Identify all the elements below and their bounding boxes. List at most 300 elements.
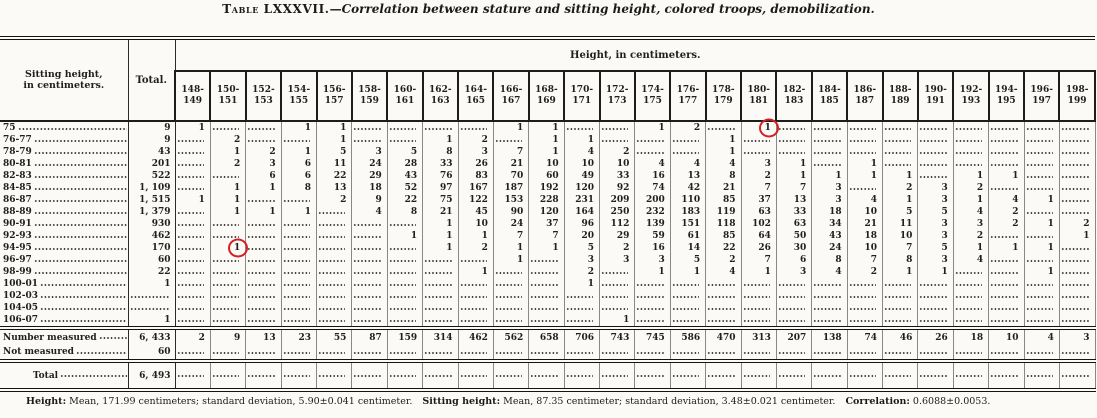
range-top: 198- [1065, 85, 1089, 95]
column-header-168-169 [529, 71, 564, 121]
cell-106-07-176-177 [670, 314, 705, 328]
cell-100-01-192-193 [953, 278, 988, 290]
cell-98-99-176-177: 1 [670, 266, 705, 278]
cell-82-83-166-167: 70 [493, 170, 528, 182]
cell-80-81-178-179: 4 [706, 158, 741, 170]
range-bottom: 167 [501, 96, 521, 106]
cell-84-85-188-189: 2 [883, 182, 918, 194]
cell-100-01-182-183 [776, 278, 811, 290]
empty-cell-dots [130, 291, 170, 301]
empty-cell-dots [353, 315, 380, 325]
empty-cell-dots [353, 231, 380, 241]
empty-cell-dots [283, 371, 310, 381]
range-bottom: 181 [749, 96, 769, 106]
cell-86-87-152-153 [246, 194, 281, 206]
empty-cell-dots [247, 243, 274, 253]
cell-100-01-196-197 [1024, 278, 1059, 290]
empty-cell-dots [919, 159, 946, 169]
cell-94-95-190-191: 5 [918, 242, 953, 254]
range-top: 168- [535, 85, 558, 95]
cell-78-79-170-171: 4 [564, 146, 599, 158]
empty-cell-dots [919, 135, 946, 145]
row-total-86-87: 1, 515 [128, 194, 175, 206]
row-total-94-95: 170 [128, 242, 175, 254]
empty-cell-dots [1026, 147, 1053, 157]
summary-cell-0-170-171: 706 [564, 328, 599, 345]
empty-cell-dots [813, 147, 840, 157]
cell-94-95-180-181: 26 [741, 242, 776, 254]
range-bottom: 149 [183, 96, 203, 106]
range-top: 148- [181, 85, 204, 95]
header-row-group [0, 38, 1095, 71]
range-top: 170- [570, 85, 594, 95]
cell-80-81-176-177: 4 [670, 158, 705, 170]
empty-cell-dots [990, 135, 1017, 145]
summary-cell-0-178-179: 470 [706, 328, 741, 345]
empty-cell-dots [601, 279, 628, 289]
empty-cell-dots [495, 303, 522, 313]
empty-cell-dots [1026, 135, 1053, 145]
cell-80-81-168-169: 10 [529, 158, 564, 170]
footnote-text-1: Mean, 87.35 centimeter; standard deviation, 3.48±0.021 centimeter. [500, 396, 836, 407]
cell-75-176-177: 2 [670, 121, 705, 134]
empty-cell-dots [778, 123, 805, 133]
cell-76-77-196-197 [1024, 134, 1059, 146]
cell-90-91-154-155 [281, 218, 316, 230]
summary-row-total [0, 361, 1095, 390]
empty-cell-dots [813, 123, 840, 133]
row-label-wrap [3, 345, 128, 359]
range-top: 180- [747, 85, 770, 95]
range-top: 160- [393, 85, 417, 95]
table-row-84-85 [0, 182, 1095, 194]
cell-96-97-164-165 [458, 254, 493, 266]
row-label-106-07 [0, 314, 128, 328]
empty-cell-dots [283, 267, 310, 277]
cell-104-05-178-179 [706, 302, 741, 314]
empty-cell-dots [566, 303, 593, 313]
cell-86-87-180-181: 37 [741, 194, 776, 206]
empty-cell-dots [813, 159, 840, 169]
cell-75-158-159 [352, 121, 387, 134]
cell-75-178-179 [706, 121, 741, 134]
cell-78-79-184-185 [812, 146, 847, 158]
summary-cell-2-198-199 [1059, 361, 1095, 390]
empty-cell-dots [849, 279, 876, 289]
cell-92-93-178-179: 85 [706, 230, 741, 242]
row-label-100-01 [0, 278, 128, 290]
cell-86-87-172-173: 209 [600, 194, 635, 206]
empty-cell-dots [601, 347, 628, 357]
empty-cell-dots [849, 315, 876, 325]
cell-106-07-198-199 [1059, 314, 1095, 328]
empty-cell-dots [318, 255, 345, 265]
leader-dots [18, 123, 127, 133]
empty-cell-dots [318, 291, 345, 301]
cell-84-85-150-151: 1 [210, 182, 245, 194]
cell-82-83-188-189: 1 [883, 170, 918, 182]
leader-dots [40, 315, 126, 325]
cell-90-91-184-185: 34 [812, 218, 847, 230]
table-row-80-81 [0, 158, 1095, 170]
cell-104-05-166-167 [493, 302, 528, 314]
empty-cell-dots [601, 371, 628, 381]
cell-78-79-182-183 [776, 146, 811, 158]
cell-104-05-188-189 [883, 302, 918, 314]
cell-100-01-176-177 [670, 278, 705, 290]
cell-100-01-170-171: 1 [564, 278, 599, 290]
empty-cell-dots [389, 255, 416, 265]
cell-96-97-186-187: 7 [847, 254, 882, 266]
table-row-75 [0, 121, 1095, 134]
row-label-84-85 [0, 182, 128, 194]
row-total-82-83: 522 [128, 170, 175, 182]
cell-92-93-152-153 [246, 230, 281, 242]
cell-100-01-174-175 [635, 278, 670, 290]
leader-dots [60, 371, 126, 381]
cell-88-89-174-175: 232 [635, 206, 670, 218]
empty-cell-dots [601, 123, 628, 133]
cell-94-95-172-173: 2 [600, 242, 635, 254]
summary-cell-0-154-155: 23 [281, 328, 316, 345]
row-label-wrap [3, 242, 128, 254]
empty-cell-dots [247, 195, 274, 205]
empty-cell-dots [672, 279, 699, 289]
cell-106-07-186-187 [847, 314, 882, 328]
empty-cell-dots [813, 315, 840, 325]
cell-80-81-166-167: 21 [493, 158, 528, 170]
cell-78-79-194-195 [989, 146, 1024, 158]
cell-98-99-196-197: 1 [1024, 266, 1059, 278]
cell-96-97-172-173: 3 [600, 254, 635, 266]
cell-106-07-192-193 [953, 314, 988, 328]
cell-80-81-180-181: 3 [741, 158, 776, 170]
empty-cell-dots [990, 267, 1017, 277]
empty-cell-dots [460, 123, 487, 133]
cell-98-99-194-195 [989, 266, 1024, 278]
row-total-84-85: 1, 109 [128, 182, 175, 194]
column-header-152-153 [246, 71, 281, 121]
empty-cell-dots [955, 279, 982, 289]
cell-88-89-180-181: 63 [741, 206, 776, 218]
empty-cell-dots [177, 255, 204, 265]
cell-86-87-170-171: 231 [564, 194, 599, 206]
cell-102-03-148-149 [175, 290, 210, 302]
cell-102-03-158-159 [352, 290, 387, 302]
cell-100-01-154-155 [281, 278, 316, 290]
summary-cell-2-196-197 [1024, 361, 1059, 390]
cell-94-95-166-167: 1 [493, 242, 528, 254]
empty-cell-dots [177, 291, 204, 301]
cell-75-182-183 [776, 121, 811, 134]
cell-82-83-198-199 [1059, 170, 1095, 182]
empty-cell-dots [424, 267, 451, 277]
empty-cell-dots [247, 255, 274, 265]
column-header-184-185 [812, 71, 847, 121]
empty-cell-dots [530, 371, 557, 381]
range-bottom: 183 [784, 96, 804, 106]
empty-cell-dots [778, 347, 805, 357]
cell-100-01-178-179 [706, 278, 741, 290]
cell-82-83-176-177: 13 [670, 170, 705, 182]
cell-80-81-184-185 [812, 158, 847, 170]
row-label-wrap [3, 330, 128, 345]
range-bottom: 195 [996, 96, 1016, 106]
range-bottom: 199 [1067, 96, 1087, 106]
leader-dots [34, 183, 127, 193]
empty-cell-dots [849, 135, 876, 145]
empty-cell-dots [1061, 147, 1089, 157]
cell-76-77-154-155 [281, 134, 316, 146]
range-top: 186- [853, 85, 877, 95]
empty-cell-dots [743, 147, 770, 157]
cell-96-97-160-161 [387, 254, 422, 266]
cell-92-93-170-171: 20 [564, 230, 599, 242]
cell-98-99-188-189: 1 [883, 266, 918, 278]
row-label-wrap [3, 302, 128, 314]
cell-75-198-199 [1059, 121, 1095, 134]
cell-104-05-154-155 [281, 302, 316, 314]
cell-98-99-190-191: 1 [918, 266, 953, 278]
range-top: 158- [358, 85, 381, 95]
cell-106-07-156-157 [317, 314, 352, 328]
row-total-100-01: 1 [128, 278, 175, 290]
empty-cell-dots [283, 219, 310, 229]
empty-cell-dots [1061, 267, 1089, 277]
empty-cell-dots [636, 147, 663, 157]
row-label-text: 106-07 [3, 315, 39, 325]
empty-cell-dots [743, 279, 770, 289]
leader-dots [40, 303, 126, 313]
cell-80-81-194-195 [989, 158, 1024, 170]
cell-78-79-196-197 [1024, 146, 1059, 158]
cell-104-05-172-173 [600, 302, 635, 314]
cell-92-93-158-159 [352, 230, 387, 242]
cell-78-79-198-199 [1059, 146, 1095, 158]
empty-cell-dots [283, 315, 310, 325]
table-row-100-01 [0, 278, 1095, 290]
empty-cell-dots [318, 231, 345, 241]
leader-dots [34, 243, 127, 253]
cell-102-03-164-165 [458, 290, 493, 302]
cell-88-89-184-185: 18 [812, 206, 847, 218]
cell-75-194-195 [989, 121, 1024, 134]
cell-106-07-196-197 [1024, 314, 1059, 328]
row-label-wrap [3, 134, 128, 146]
cell-90-91-182-183: 63 [776, 218, 811, 230]
cell-96-97-196-197 [1024, 254, 1059, 266]
empty-cell-dots [389, 315, 416, 325]
empty-cell-dots [495, 135, 522, 145]
range-bottom: 159 [360, 96, 379, 106]
cell-90-91-170-171: 96 [564, 218, 599, 230]
empty-cell-dots [353, 135, 380, 145]
summary-total-2: 6, 493 [128, 361, 175, 390]
summary-cell-1-156-157 [317, 345, 352, 361]
empty-cell-dots [743, 135, 770, 145]
empty-cell-dots [247, 267, 274, 277]
table-row-92-93 [0, 230, 1095, 242]
summary-cell-0-152-153: 13 [246, 328, 281, 345]
empty-cell-dots [636, 315, 663, 325]
column-header-148-149 [175, 71, 210, 121]
cell-106-07-166-167 [493, 314, 528, 328]
empty-cell-dots [955, 315, 982, 325]
summary-cell-1-176-177 [670, 345, 705, 361]
row-total-88-89: 1, 379 [128, 206, 175, 218]
empty-cell-dots [353, 255, 380, 265]
cell-82-83-182-183: 1 [776, 170, 811, 182]
cell-92-93-194-195 [989, 230, 1024, 242]
empty-cell-dots [1061, 207, 1089, 217]
cell-92-93-164-165: 1 [458, 230, 493, 242]
cell-86-87-150-151: 1 [210, 194, 245, 206]
empty-cell-dots [813, 347, 840, 357]
cell-90-91-160-161 [387, 218, 422, 230]
empty-cell-dots [177, 171, 204, 181]
row-label-text: 104-05 [3, 303, 39, 313]
empty-cell-dots [247, 279, 274, 289]
empty-cell-dots [884, 159, 911, 169]
empty-cell-dots [566, 371, 593, 381]
cell-106-07-162-163 [423, 314, 458, 328]
cell-98-99-154-155 [281, 266, 316, 278]
cell-76-77-170-171: 1 [564, 134, 599, 146]
summary-cell-2-152-153 [246, 361, 281, 390]
height-group-header: Height, in centimeters. [175, 38, 1095, 71]
cell-90-91-150-151 [210, 218, 245, 230]
cell-94-95-170-171: 5 [564, 242, 599, 254]
range-bottom: 191 [926, 96, 945, 106]
footnote-part-2 [845, 396, 990, 407]
empty-cell-dots [672, 347, 699, 357]
row-label-wrap [3, 122, 128, 134]
empty-cell-dots [955, 159, 982, 169]
empty-cell-dots [353, 347, 380, 357]
footnote-label-2: Correlation: [845, 396, 910, 407]
summary-cell-2-180-181 [741, 361, 776, 390]
cell-84-85-184-185: 3 [812, 182, 847, 194]
empty-cell-dots [389, 371, 416, 381]
cell-86-87-168-169: 228 [529, 194, 564, 206]
cell-76-77-176-177 [670, 134, 705, 146]
cell-106-07-170-171 [564, 314, 599, 328]
cell-75-148-149: 1 [175, 121, 210, 134]
range-bottom: 173 [607, 96, 627, 106]
cell-88-89-192-193: 4 [953, 206, 988, 218]
cell-75-150-151 [210, 121, 245, 134]
cell-78-79-172-173: 2 [600, 146, 635, 158]
range-top: 156- [322, 85, 346, 95]
cell-92-93-192-193: 2 [953, 230, 988, 242]
cell-92-93-184-185: 43 [812, 230, 847, 242]
empty-cell-dots [460, 291, 487, 301]
empty-cell-dots [389, 219, 416, 229]
summary-cell-2-168-169 [529, 361, 564, 390]
footnote-text-2: 0.6088±0.0053. [909, 396, 991, 407]
cell-78-79-168-169: 1 [529, 146, 564, 158]
column-header-158-159 [352, 71, 387, 121]
leader-dots [76, 347, 127, 357]
empty-cell-dots [955, 347, 982, 357]
table-row-86-87 [0, 194, 1095, 206]
cell-106-07-190-191 [918, 314, 953, 328]
cell-76-77-188-189 [883, 134, 918, 146]
column-header-150-151 [210, 71, 245, 121]
cell-98-99-160-161 [387, 266, 422, 278]
row-total-92-93: 462 [128, 230, 175, 242]
column-header-166-167 [493, 71, 528, 121]
cell-106-07-154-155 [281, 314, 316, 328]
cell-90-91-196-197: 1 [1024, 218, 1059, 230]
empty-cell-dots [318, 243, 345, 253]
row-label-text: 92-93 [3, 231, 32, 241]
cell-98-99-192-193 [953, 266, 988, 278]
empty-cell-dots [283, 255, 310, 265]
cell-104-05-148-149 [175, 302, 210, 314]
cell-96-97-190-191: 3 [918, 254, 953, 266]
cell-96-97-154-155 [281, 254, 316, 266]
cell-92-93-160-161: 1 [387, 230, 422, 242]
range-top: 162- [429, 85, 452, 95]
empty-cell-dots [636, 347, 663, 357]
cell-92-93-174-175: 59 [635, 230, 670, 242]
range-bottom: 155 [289, 96, 309, 106]
empty-cell-dots [495, 291, 522, 301]
cell-106-07-188-189 [883, 314, 918, 328]
summary-cell-1-174-175 [635, 345, 670, 361]
cell-78-79-178-179: 1 [706, 146, 741, 158]
empty-cell-dots [177, 183, 204, 193]
row-label-wrap [3, 170, 128, 182]
empty-cell-dots [813, 303, 840, 313]
cell-96-97-156-157 [317, 254, 352, 266]
summary-total-0: 6, 433 [128, 328, 175, 345]
cell-78-79-192-193 [953, 146, 988, 158]
row-label-text: Not measured [3, 347, 74, 357]
empty-cell-dots [1061, 347, 1089, 357]
row-total-96-97: 60 [128, 254, 175, 266]
cell-90-91-152-153 [246, 218, 281, 230]
cell-84-85-198-199 [1059, 182, 1095, 194]
cell-98-99-164-165: 1 [458, 266, 493, 278]
empty-cell-dots [849, 123, 876, 133]
cell-96-97-170-171: 3 [564, 254, 599, 266]
leader-dots [34, 267, 127, 277]
table-title [0, 2, 1097, 16]
cell-100-01-152-153 [246, 278, 281, 290]
cell-98-99-166-167 [493, 266, 528, 278]
table-row-106-07 [0, 314, 1095, 328]
cell-76-77-174-175 [635, 134, 670, 146]
empty-cell-dots [884, 123, 911, 133]
empty-cell-dots [318, 267, 345, 277]
empty-cell-dots [1026, 207, 1053, 217]
empty-cell-dots [530, 267, 557, 277]
summary-cell-2-166-167 [493, 361, 528, 390]
empty-cell-dots [672, 315, 699, 325]
cell-102-03-176-177 [670, 290, 705, 302]
cell-84-85-148-149 [175, 182, 210, 194]
empty-cell-dots [353, 291, 380, 301]
cell-84-85-154-155: 8 [281, 182, 316, 194]
cell-98-99-168-169 [529, 266, 564, 278]
summary-cell-0-194-195: 10 [989, 328, 1024, 345]
empty-cell-dots [460, 371, 487, 381]
empty-cell-dots [247, 347, 274, 357]
summary-cell-2-182-183 [776, 361, 811, 390]
empty-cell-dots [424, 347, 451, 357]
